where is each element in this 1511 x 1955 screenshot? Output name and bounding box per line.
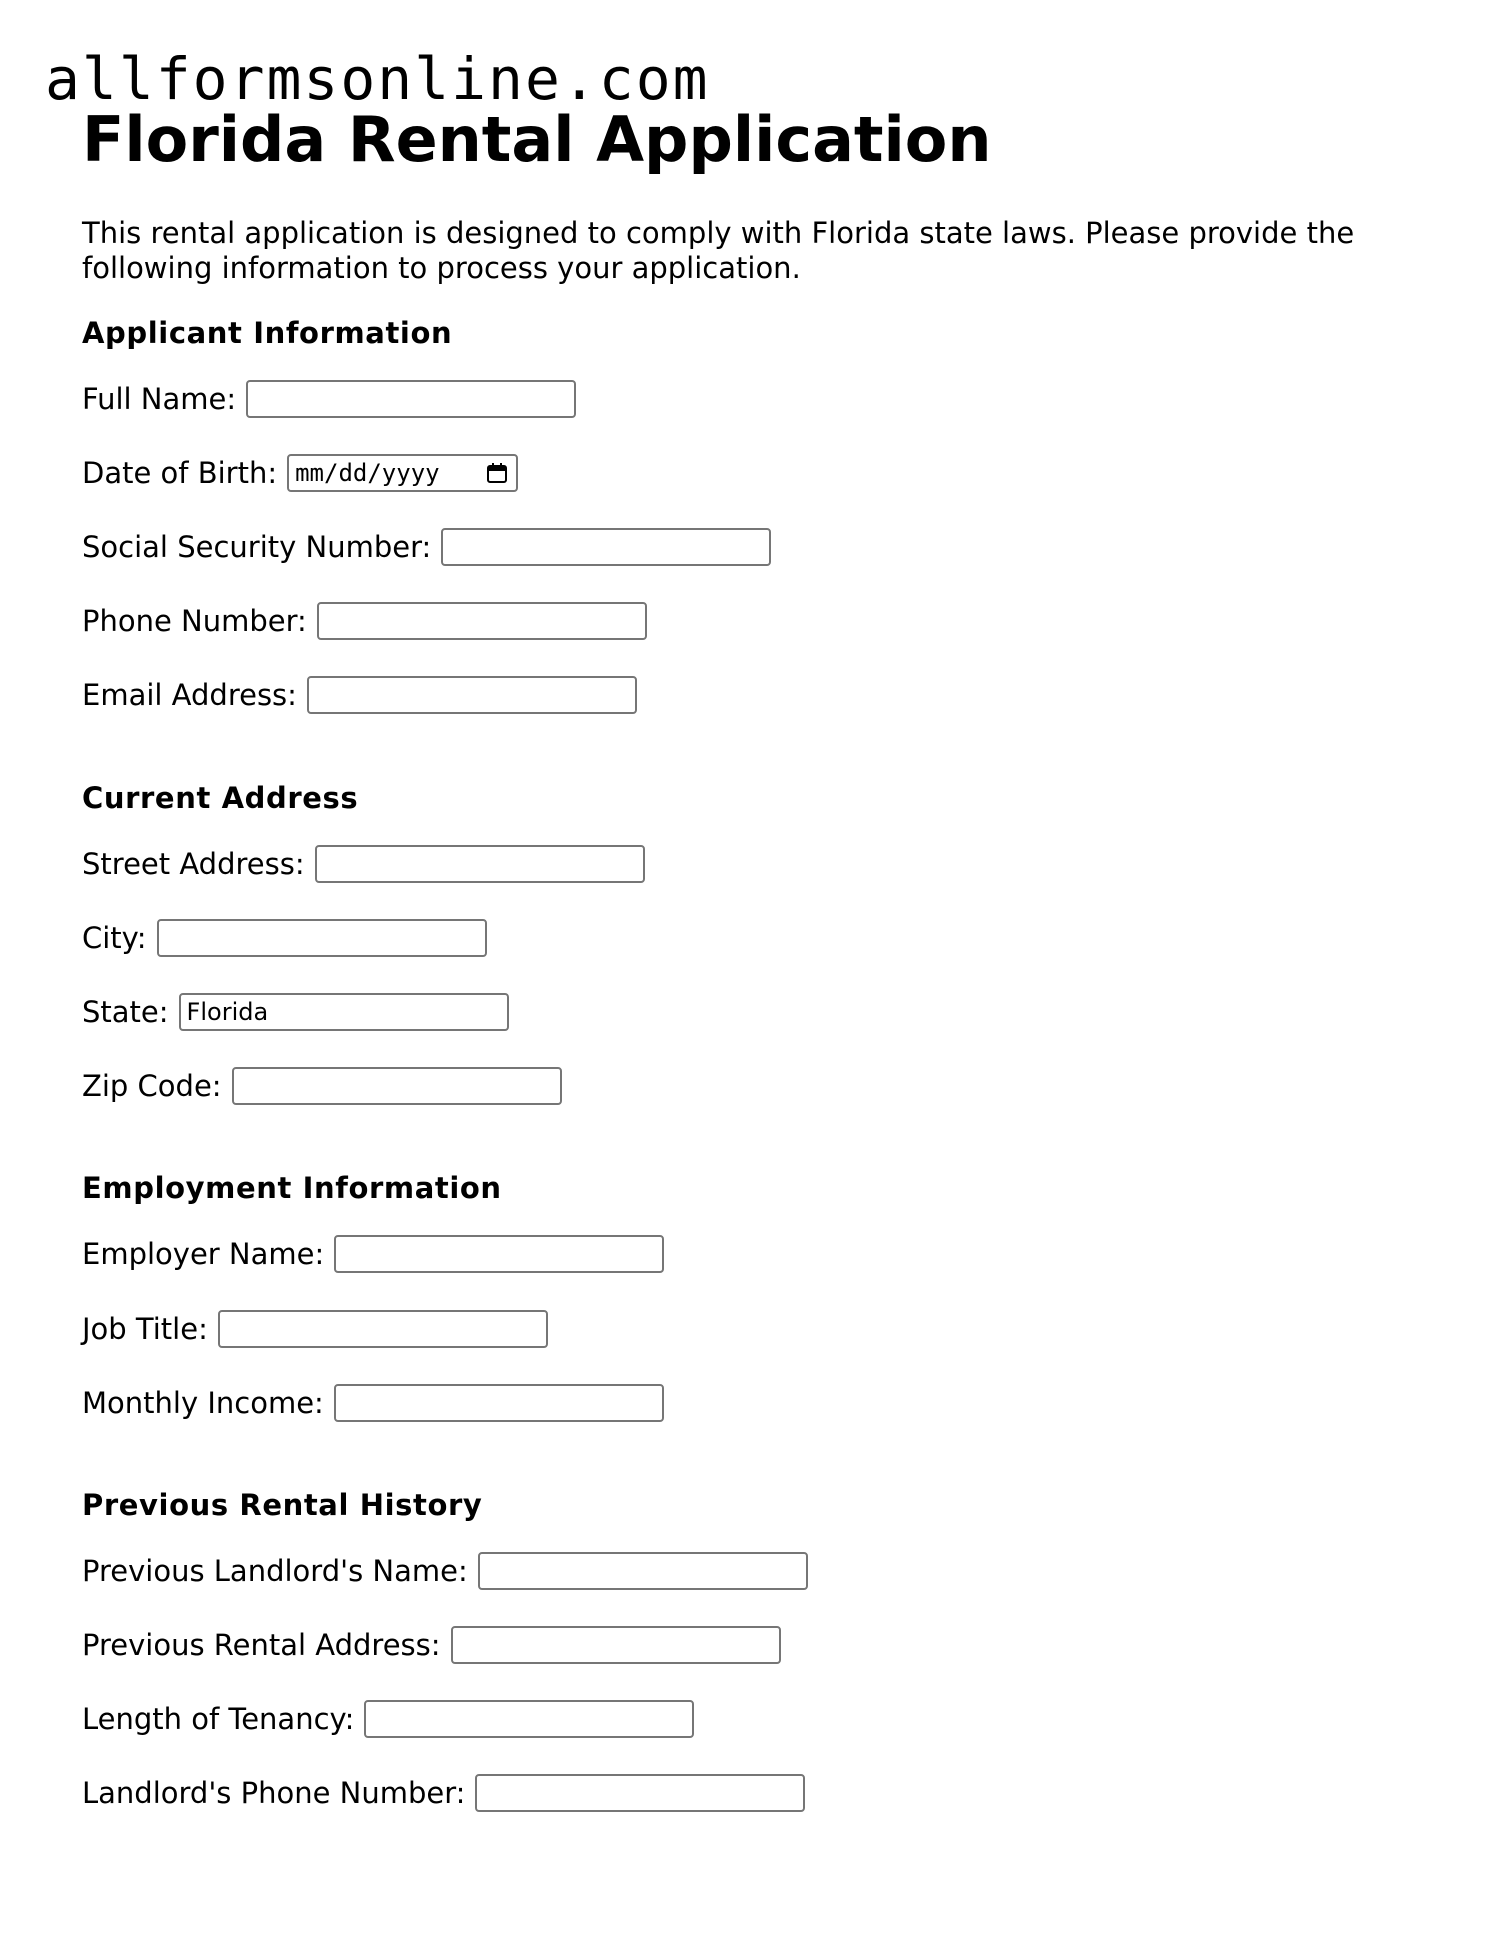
city-input[interactable] bbox=[157, 919, 487, 957]
email-label: Email Address: bbox=[82, 678, 297, 712]
date-of-birth-input[interactable] bbox=[287, 454, 518, 492]
date-of-birth-placeholder: mm/dd/yyyy bbox=[295, 459, 440, 487]
email-input[interactable] bbox=[307, 676, 637, 714]
field-ssn bbox=[82, 527, 771, 567]
street-label: Street Address: bbox=[82, 847, 305, 881]
employer-label: Employer Name: bbox=[82, 1237, 325, 1271]
income-input[interactable] bbox=[334, 1384, 664, 1422]
state-input[interactable] bbox=[179, 993, 509, 1031]
field-rental-address bbox=[82, 1625, 781, 1665]
tenancy-input[interactable] bbox=[364, 1700, 694, 1738]
field-email bbox=[82, 675, 637, 715]
page-title: Florida Rental Application bbox=[82, 103, 992, 176]
section-heading-applicant: Applicant Information bbox=[82, 316, 453, 350]
zip-label: Zip Code: bbox=[82, 1069, 222, 1103]
field-job-title bbox=[82, 1309, 548, 1349]
field-state bbox=[82, 992, 509, 1032]
full-name-input[interactable] bbox=[246, 380, 576, 418]
ssn-input[interactable] bbox=[441, 528, 771, 566]
field-landlord-name bbox=[82, 1551, 808, 1591]
intro-text: This rental application is designed to comply with Florida state laws. Please provide the following information to process your application. bbox=[82, 216, 1355, 285]
rental-address-input[interactable] bbox=[451, 1626, 781, 1664]
state-label: State: bbox=[82, 995, 169, 1029]
section-heading-employment: Employment Information bbox=[82, 1171, 502, 1205]
income-label: Monthly Income: bbox=[82, 1386, 324, 1420]
field-full-name bbox=[82, 379, 576, 419]
field-street bbox=[82, 844, 645, 884]
tenancy-label: Length of Tenancy: bbox=[82, 1702, 355, 1736]
field-zip bbox=[82, 1066, 562, 1106]
city-label: City: bbox=[82, 921, 147, 955]
field-phone bbox=[82, 601, 647, 641]
zip-input[interactable] bbox=[232, 1067, 562, 1105]
rental-address-label: Previous Rental Address: bbox=[82, 1628, 441, 1662]
phone-label: Phone Number: bbox=[82, 604, 307, 638]
date-of-birth-label: Date of Birth: bbox=[82, 456, 278, 490]
landlord-name-label: Previous Landlord's Name: bbox=[82, 1554, 468, 1588]
calendar-icon[interactable] bbox=[486, 462, 508, 484]
phone-input[interactable] bbox=[317, 602, 647, 640]
ssn-label: Social Security Number: bbox=[82, 530, 432, 564]
field-date-of-birth bbox=[82, 453, 518, 493]
field-landlord-phone bbox=[82, 1773, 805, 1813]
field-city bbox=[82, 918, 487, 958]
landlord-phone-label: Landlord's Phone Number: bbox=[82, 1776, 466, 1810]
section-heading-address: Current Address bbox=[82, 781, 359, 815]
landlord-phone-input[interactable] bbox=[475, 1774, 805, 1812]
section-heading-rental-history: Previous Rental History bbox=[82, 1488, 483, 1522]
job-title-input[interactable] bbox=[218, 1310, 548, 1348]
landlord-name-input[interactable] bbox=[478, 1552, 808, 1590]
field-employer bbox=[82, 1234, 664, 1274]
job-title-label: Job Title: bbox=[82, 1312, 208, 1346]
street-input[interactable] bbox=[315, 845, 645, 883]
field-tenancy bbox=[82, 1699, 694, 1739]
full-name-label: Full Name: bbox=[82, 382, 237, 416]
field-income bbox=[82, 1383, 664, 1423]
watermark: allformsonline.com bbox=[45, 45, 710, 113]
employer-input[interactable] bbox=[334, 1235, 664, 1273]
